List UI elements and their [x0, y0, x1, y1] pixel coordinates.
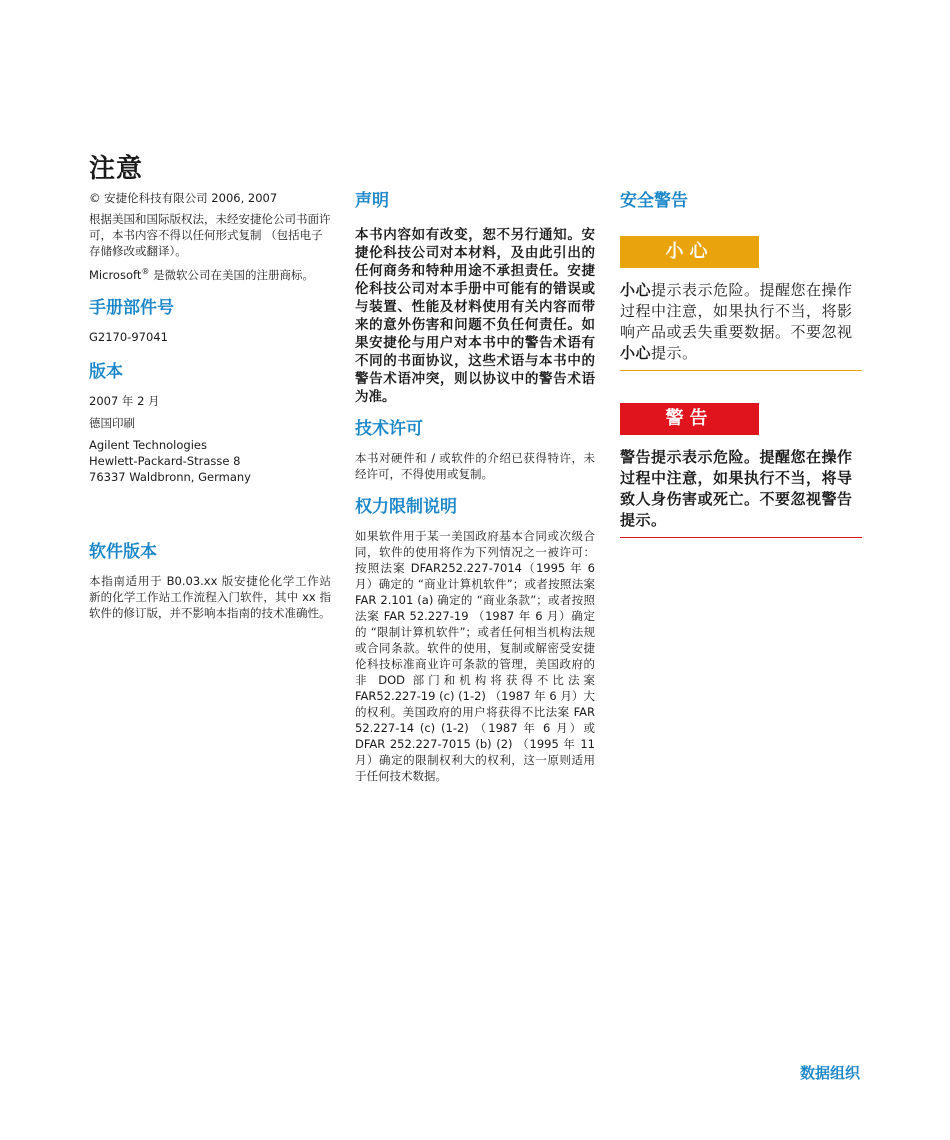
edition-heading: 版本 — [89, 361, 123, 382]
warning-badge: 警告 — [620, 403, 759, 435]
address-line-2: Hewlett-Packard-Strasse 8 — [89, 453, 241, 468]
caution-end: 提示。 — [651, 344, 698, 362]
page-title: 注意 — [89, 154, 144, 184]
address-line-3: 76337 Waldbronn, Germany — [89, 469, 251, 484]
warranty-heading: 声明 — [355, 191, 389, 211]
part-number-heading: 手册部件号 — [89, 297, 174, 318]
safety-notices-heading: 安全警告 — [620, 191, 688, 211]
address-line-1: Agilent Technologies — [89, 437, 207, 452]
license-heading: 技术许可 — [355, 419, 423, 439]
license-paragraph: 本书对硬件和 / 或软件的介绍已获得特许，未经许可，不得使用或复制。 — [355, 451, 595, 481]
caution-badge: 小心 — [620, 236, 759, 268]
caution-text: 提示表示危险。提醒您在操作过程中注意，如果执行不当，将影响产品或丢失重要数据。不要忽视 — [620, 281, 853, 341]
warning-paragraph: 警告提示表示危险。提醒您在操作过程中注意，如果执行不当，将导致人身伤害或死亡。不要忽视警告提示。 — [620, 447, 862, 538]
caution-term-2: 小心 — [620, 344, 652, 362]
caution-paragraph — [620, 280, 862, 371]
column-right — [620, 190, 862, 538]
copyright-line: © 安捷伦科技有限公司 2006, 2007 — [89, 191, 278, 205]
restricted-rights-paragraph: 如果软件用于某一美国政府基本合同或次级合同，软件的使用将作为下列情况之一被许可：按照法案 DFAR252.227-7014（1995 年 6 月）确定的 “商业计算机软件”；或者按照法案 FAR 2.101 (a) 确定的 “商业条款”；或者按照法案 FAR 52.227-19 （1987 年 6 月）确定的 “限制计算机软件”；或者任何相当机构法规或合同条款。软件的使用，复制或解密受安捷伦科技标准商业许可条款的管理，美国政府的非 DOD 部门和机构将获得不比法案 FAR52.227-19 (c) (1-2) （1987 年 6 月）大的权利。美国政府的用户将获得不比法案 FAR 52.227-14 (c) (1-2) （1987 年 6 月）或 DFAR 252.227-7015 (b) (2) （1995 年 11 月）确定的限制权利大的权利，这一原则适用于任何技术数据。 — [355, 529, 595, 783]
edition-date: 2007 年 2 月 — [89, 393, 160, 408]
caution-term: 小心 — [620, 281, 652, 299]
warranty-paragraph: 本书内容如有改变，恕不另行通知。安捷伦科技公司对本材料，及由此引出的任何商务和特种用途不承担责任。安捷伦科技公司对本手册中可能有的错误或与装置、性能及材料使用有关内容而带来的意外伤害和问题不负任何责任。如果安捷伦与用户对本书中的警告术语有不同的书面协议，这些术语与本书中的警告术语冲突，则以协议中的警告术语为准。 — [355, 227, 595, 405]
trademark-name: Microsoft — [89, 267, 142, 282]
registered-mark: ® — [141, 267, 150, 276]
address-block — [89, 437, 331, 485]
part-number: G2170-97041 — [89, 329, 168, 344]
trademark-paragraph — [89, 264, 331, 283]
footer-section-label: 数据组织 — [799, 1064, 860, 1082]
column-middle — [355, 190, 595, 792]
restricted-rights-heading: 权力限制说明 — [355, 497, 457, 517]
column-left — [89, 190, 331, 629]
software-version-paragraph: 本指南适用于 B0.03.xx 版安捷伦化学工作站 新的化学工作站工作流程入门软件，其中 xx 指软件的修订版，并不影响本指南的技术准确性。 — [89, 573, 331, 620]
trademark-text: 是微软公司在美国的注册商标。 — [149, 267, 314, 282]
copyright-paragraph: 根据美国和国际版权法，未经安捷伦公司书面许可，本书内容不得以任何形式复制 （包括电子存储修改或翻译）。 — [89, 212, 331, 258]
printed-in: 德国印刷 — [89, 415, 135, 430]
software-version-heading: 软件版本 — [89, 541, 157, 562]
